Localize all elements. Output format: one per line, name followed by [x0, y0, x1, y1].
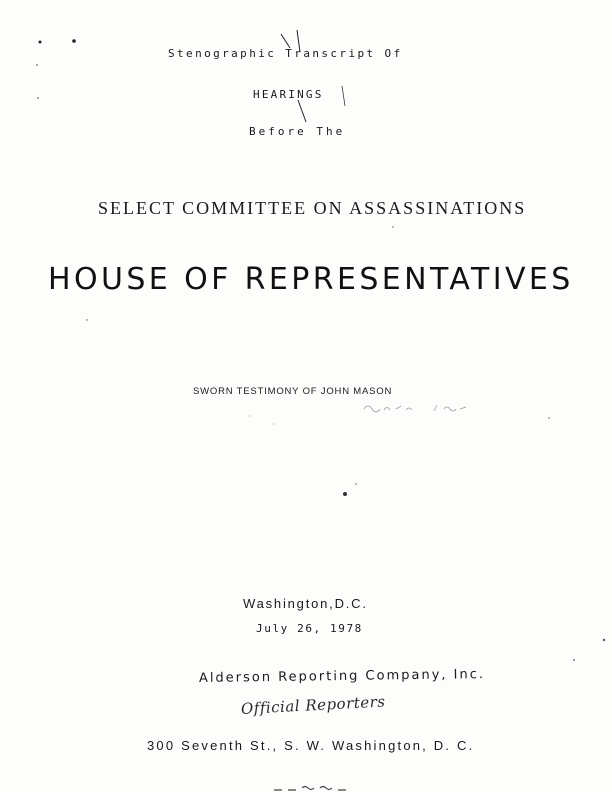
speck-7	[548, 417, 549, 418]
company-address: 300 Seventh St., S. W. Washington, D. C.	[147, 738, 475, 753]
chamber-title: HOUSE OF REPRESENTATIVES	[48, 262, 574, 297]
pen-stroke-3	[298, 100, 306, 122]
speck-4	[37, 97, 39, 99]
header-line-before: Before The	[249, 125, 346, 138]
location-text: Washington,D.C.	[243, 596, 368, 611]
pen-stroke-1	[281, 34, 290, 48]
company-name: Alderson Reporting Company, Inc.	[198, 667, 486, 686]
header-line-stenographic: Stenographic Transcript Of	[168, 47, 403, 60]
speck-13	[274, 424, 275, 425]
speck-3	[36, 64, 38, 66]
speck-1	[39, 41, 42, 44]
handwritten-scribble	[362, 401, 474, 415]
speck-12	[250, 416, 251, 417]
speck-11	[573, 659, 575, 661]
testimony-title: SWORN TESTIMONY OF JOHN MASON	[193, 386, 393, 397]
official-reporters-handwriting: Official Reporters	[240, 692, 386, 718]
speck-5	[86, 319, 87, 320]
speck-10	[603, 639, 605, 641]
speck-2	[72, 39, 76, 43]
cutoff-phone-number	[272, 784, 362, 792]
speck-8	[343, 492, 347, 496]
header-line-hearings: HEARINGS	[253, 88, 324, 101]
speck-9	[355, 483, 356, 484]
speck-6	[392, 226, 393, 227]
committee-name: SELECT COMMITTEE ON ASSASSINATIONS	[98, 198, 527, 218]
pen-stroke-4	[342, 86, 345, 106]
date-text: July 26, 1978	[256, 622, 363, 635]
